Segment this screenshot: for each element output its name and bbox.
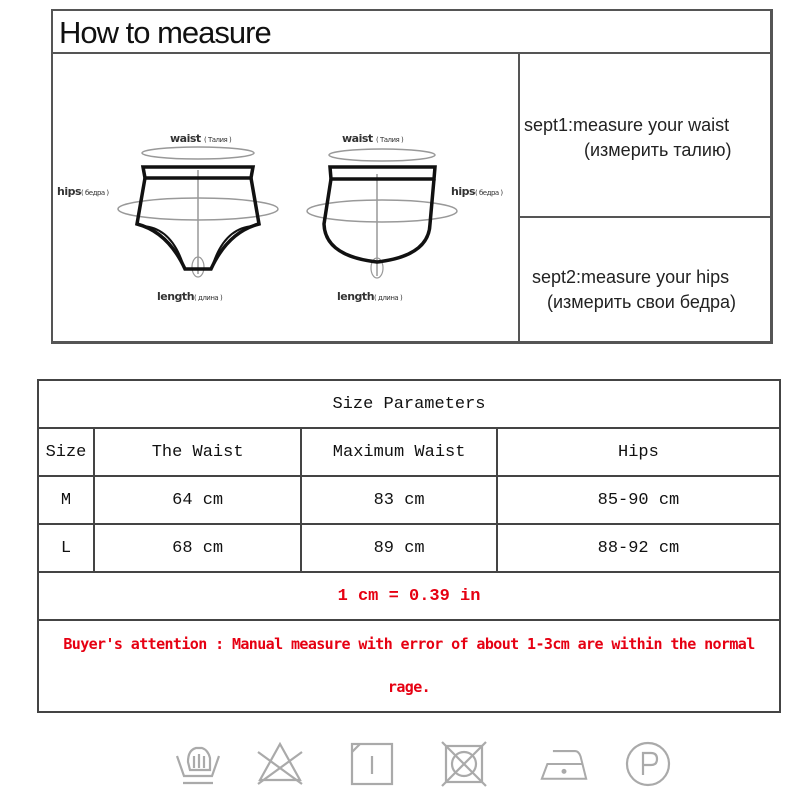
boyshorts-diagram-icon [295,134,465,284]
size-cell: L [38,524,94,572]
hips-label: hips [57,185,82,198]
header-the-waist: The Waist [94,428,301,476]
do-not-bleach-icon [256,740,304,788]
step-1-text: sept1:measure your waist [524,115,730,135]
waist-label: waist [342,132,373,145]
table-header-row [38,428,780,476]
how-to-measure-panel [51,9,773,344]
dry-clean-p-icon [624,740,672,788]
do-not-tumble-dry-icon [440,740,488,788]
step-2-ru-text: (измерить свои бедра) [547,292,737,312]
waist-cell: 64 cm [94,476,301,524]
hand-wash-icon [174,740,222,788]
max-waist-cell: 89 cm [301,524,497,572]
buyer-attention-note [38,620,780,712]
waist-label: waist [170,132,201,145]
waist-ru-label: ( Талия ) [204,136,232,144]
step-1-panel [520,54,772,218]
hips-ru-label: ( бедра ) [81,189,109,197]
hips-label: hips [451,185,476,198]
length-label: length [337,290,375,303]
step-2-panel [520,218,772,344]
max-waist-cell: 83 cm [301,476,497,524]
line-dry-icon [348,740,396,788]
table-row [38,524,780,572]
table-title: Size Parameters [38,380,780,428]
waist-cell: 68 cm [94,524,301,572]
length-ru-label: ( длина ) [374,294,403,302]
length-label: length [157,290,195,303]
step-2-text: sept2:measure your hips [532,267,730,287]
hips-ru-label: ( бедра ) [475,189,503,197]
length-ru-label: ( длина ) [194,294,223,302]
briefs-diagram-icon [113,134,283,284]
attention-line-2: rage. [387,678,431,696]
hips-cell: 88-92 cm [497,524,780,572]
attention-line-1: Buyer's attention : Manual measure with error of about 1-3cm are within the normal [63,635,755,653]
iron-low-heat-icon [540,740,588,788]
hips-cell: 85-90 cm [497,476,780,524]
measurement-diagram [53,54,520,344]
step-1-ru-text: (измерить талию) [584,140,732,160]
waist-ru-label: ( Талия ) [376,136,404,144]
header-maximum-waist: Maximum Waist [301,428,497,476]
table-row [38,476,780,524]
header-size: Size [38,428,94,476]
panel-title: How to measure [53,11,770,54]
size-cell: M [38,476,94,524]
conversion-note: 1 cm = 0.39 in [38,572,780,620]
size-parameters-table [37,379,781,713]
header-hips: Hips [497,428,780,476]
